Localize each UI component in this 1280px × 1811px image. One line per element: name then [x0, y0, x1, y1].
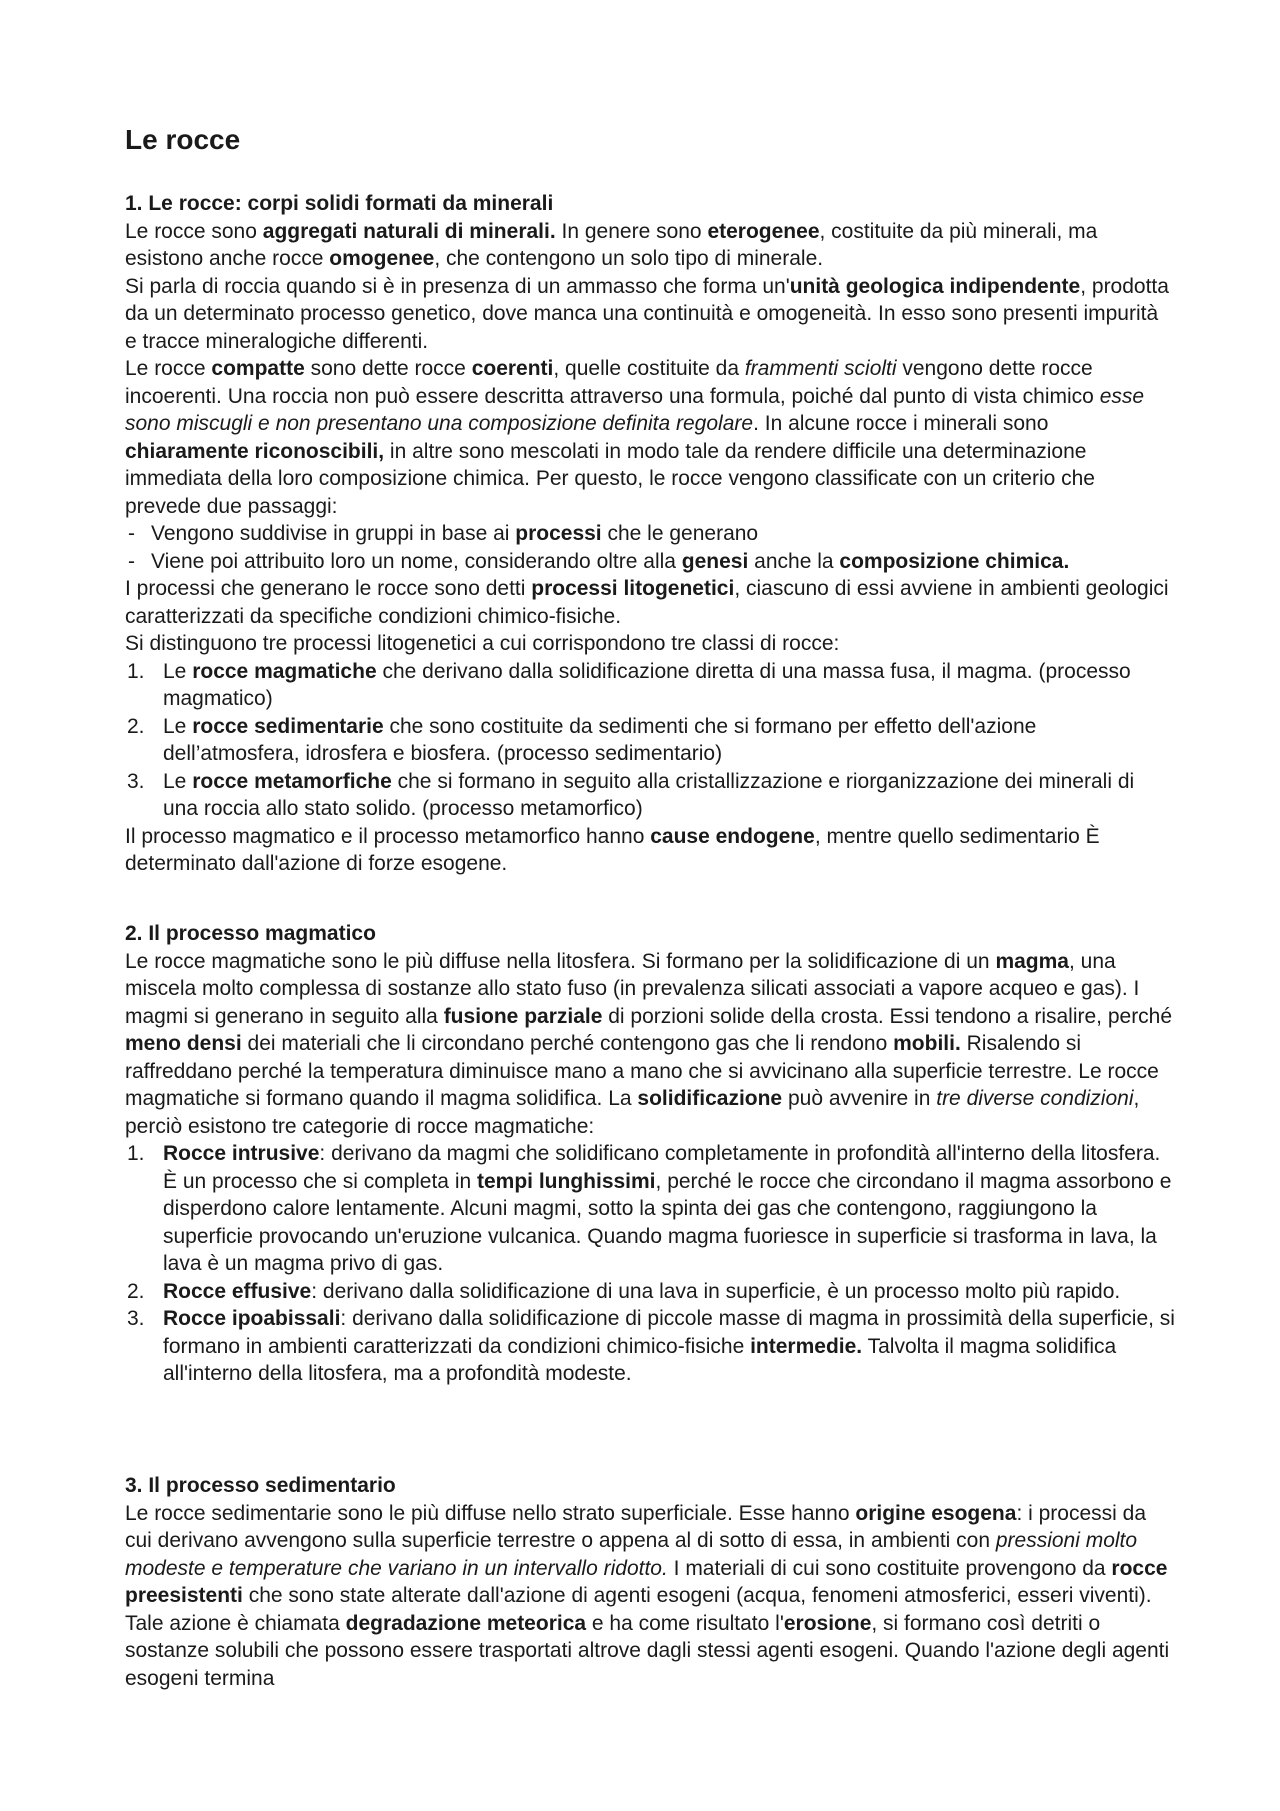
item-number: 1. [127, 1142, 145, 1165]
bold-text: eterogenee [707, 219, 820, 243]
bold-text: degradazione meteorica [345, 1611, 587, 1635]
text-run: Le rocce sedimentarie sono le più diffuse nello strato superficiale. Esse hanno [125, 1501, 856, 1525]
section-2-heading: 2. Il processo magmatico [125, 922, 376, 945]
item-number: 2. [127, 1279, 145, 1303]
text-run: I processi che generano le rocce sono detti [125, 577, 532, 600]
section-1-numbered-list [125, 658, 1175, 823]
numbered-list-item [125, 713, 1175, 768]
text-run: , ciascuno di essi avviene in ambienti geologici caratterizzati da specifiche condizioni chimico-fisiche. [125, 577, 1169, 628]
text-run: che le generano [601, 522, 759, 545]
numbered-list-item [125, 1140, 1175, 1278]
italic-text: esse sono miscugli e non presentano una composizione definita regolare [125, 384, 1145, 435]
text-run: Le [163, 714, 193, 738]
bold-text: rocce metamorfiche [192, 769, 392, 793]
section-3-heading: 3. Il processo sedimentario [125, 1474, 396, 1497]
text-run: : derivano da magmi che solidificano completamente in profondità all'interno della litosfera. È un processo che si completa in [163, 1142, 1161, 1193]
text-run: che sono costituite da sedimenti che si formano per effetto dell'azione dell’atmosfera, idrosfera e biosfera. (processo sedimentario) [163, 714, 1037, 765]
text-run: anche la [748, 549, 840, 573]
text-run: , perciò esistono tre categorie di rocce magmatiche: [125, 1087, 1140, 1138]
text-run: In genere sono [555, 219, 708, 243]
text-run: : i processi da cui derivano avvengono sulla superficie terrestre o appena al di sotto di essa, in ambienti con [125, 1501, 1146, 1552]
bold-text: omogenee [329, 247, 435, 270]
text-run: Le rocce sono [125, 219, 263, 243]
item-number: 1. [127, 659, 145, 683]
bold-text: cause endogene [650, 824, 815, 848]
text-run: I materiali di cui sono costituite provengono da [667, 1556, 1112, 1580]
text-run: Viene poi attribuito loro un nome, considerando oltre alla [151, 549, 682, 573]
text-run: Vengono suddivise in gruppi in base ai [151, 522, 516, 545]
text-run: Le [163, 659, 193, 683]
section-1-paragraph-5 [125, 630, 1175, 658]
bold-text: origine esogena [855, 1501, 1017, 1525]
dash-list-item [125, 520, 1175, 548]
bold-text: solidificazione [637, 1087, 783, 1110]
item-number: 2. [127, 714, 145, 738]
section-3 [125, 1472, 1175, 1692]
section-1 [125, 190, 1175, 878]
italic-text: pressioni molto modeste e temperature che variano in un intervallo ridotto. [125, 1529, 1138, 1580]
text-run: Si distinguono tre processi litogenetici a cui corrispondono tre classi di rocce: [125, 632, 840, 655]
bold-text: rocce sedimentarie [192, 714, 384, 738]
section-1-paragraph-6 [125, 823, 1175, 878]
item-text [163, 1280, 1120, 1303]
text-run: sono dette rocce [304, 357, 472, 380]
text-run: Risalendo si raffreddano perché la temperatura diminuisce mano a mano che si avvicinano alla superficie terrestre. Le rocce magmatiche si formano quando il magma solidifica. La [125, 1032, 1159, 1110]
text-run: Si parla di roccia quando si è in presenza di un ammasso che forma un' [125, 274, 790, 298]
bold-text: genesi [681, 549, 749, 573]
bold-text: fusione parziale [443, 1004, 603, 1028]
text-run: vengono dette rocce incoerenti. Una roccia non può essere descritta attraverso una formula, poiché dal punto di vista chimico [125, 357, 1100, 408]
bold-text: Rocce effusive [163, 1279, 312, 1303]
bold-text: tempi lunghissimi [477, 1169, 656, 1193]
numbered-list-item [125, 1305, 1175, 1388]
text-run: , perché le rocce che circondano il magma assorbono e disperdono calore lentamente. Alcuni magmi, sotto la spinta dei gas che contengono, raggiungono la superficie provocando un'eruzione vulcanica. Quando magma fuoriesce in superficie si trasforma in lava, la lava è un magma privo di gas. [163, 1169, 1172, 1275]
text-run: che si formano in seguito alla cristallizzazione e riorganizzazione dei minerali di una roccia allo stato solido. (processo metamorfico) [163, 769, 1135, 820]
dash-list-item [125, 548, 1175, 576]
bold-text: composizione chimica. [839, 549, 1070, 573]
section-1-paragraph-2 [125, 273, 1175, 356]
text-run: Il processo magmatico e il processo metamorfico hanno [125, 824, 651, 848]
bold-text: aggregati naturali di minerali. [262, 219, 556, 243]
text-run: , si formano così detriti o sostanze solubili che possono essere trasportati altrove dagli stessi agenti esogeni. Quando l'azione degli agenti esogeni termina [125, 1611, 1170, 1690]
numbered-list-item [125, 768, 1175, 823]
section-2-paragraph-1 [125, 948, 1175, 1141]
bold-text: meno densi [125, 1032, 242, 1055]
text-run: Le [163, 769, 193, 793]
section-1-dash-list [125, 520, 1175, 575]
bold-text: Rocce intrusive [163, 1142, 320, 1165]
bold-text: erosione [783, 1611, 872, 1635]
section-1-paragraph-4 [125, 575, 1175, 630]
item-text [163, 660, 1131, 711]
item-text [163, 1307, 1175, 1385]
text-run: , quelle costituite da [553, 357, 745, 380]
section-2-numbered-list [125, 1140, 1175, 1388]
bold-text: intermedie. [750, 1334, 863, 1358]
text-run: Le rocce magmatiche sono le più diffuse nella litosfera. Si formano per la solidificazione di un [125, 949, 996, 973]
numbered-list-item [125, 658, 1175, 713]
bold-text: processi litogenetici [531, 577, 735, 600]
text-run: : derivano dalla solidificazione di piccole masse di magma in prossimità della superficie, si formano in ambienti caratterizzati da condizioni chimico-fisiche [163, 1307, 1175, 1358]
bold-text: Rocce ipoabissali [163, 1307, 341, 1330]
bold-text: chiaramente riconoscibili, [125, 439, 385, 463]
section-1-heading: 1. Le rocce: corpi solidi formati da minerali [125, 192, 554, 215]
item-text [163, 770, 1134, 821]
item-text [163, 715, 1036, 766]
section-3-paragraph-1 [125, 1500, 1175, 1693]
item-number: 3. [127, 1307, 145, 1330]
text-run: di porzioni solide della crosta. Essi tendono a risalire, perché [602, 1004, 1173, 1028]
bold-text: unità geologica indipendente [789, 274, 1081, 298]
bold-text: compatte [211, 357, 305, 380]
document-title: Le rocce [125, 124, 241, 155]
text-run: dei materiali che li circondano perché contengono gas che li rendono [241, 1032, 894, 1055]
text-run: che sono state alterate dall'azione di agenti esogeni (acqua, fenomeni atmosferici, esseri viventi). Tale azione è chiamata [125, 1584, 1152, 1635]
text-run: che derivano dalla solidificazione diretta di una massa fusa, il magma. (processo magmatico) [163, 659, 1131, 710]
bold-text: processi [515, 522, 602, 545]
item-text [163, 1142, 1171, 1275]
text-run: , una miscela molto complessa di sostanze allo stato fuso (in prevalenza silicati associati a vapore acqueo e gas). I magmi si generano in seguito alla [125, 949, 1140, 1028]
text-run: in altre sono mescolati in modo tale da rendere difficile una determinazione immediata della loro composizione chimica. Per questo, le rocce vengono classificate con un criterio che prevede due passaggi: [125, 439, 1095, 518]
text-run: , prodotta da un determinato processo genetico, dove manca una continuità e omogeneità. In esso sono presenti impurità e tracce mineralogiche differenti. [125, 274, 1169, 353]
italic-text: frammenti sciolti [744, 357, 897, 380]
bold-text: rocce preesistenti [125, 1556, 1168, 1607]
bold-text: magma [995, 949, 1069, 973]
bold-text: coerenti [471, 357, 554, 380]
italic-text: tre diverse condizioni [936, 1087, 1134, 1110]
text-run: Talvolta il magma solidifica all'interno della litosfera, ma a profondità modeste. [163, 1334, 1117, 1385]
text-run: Le rocce [125, 357, 212, 380]
numbered-list-item [125, 1278, 1175, 1306]
text-run: e ha come risultato l' [586, 1611, 784, 1635]
text-run: . In alcune rocce i minerali sono [753, 412, 1049, 435]
text-run: , mentre quello sedimentario È determinato dall'azione di forze esogene. [125, 824, 1100, 875]
text-run: , costituite da più minerali, ma esistono anche rocce [125, 219, 1098, 270]
section-2 [125, 920, 1175, 1388]
section-1-paragraph-3 [125, 355, 1175, 520]
text-run: , che contengono un solo tipo di minerale. [434, 247, 824, 270]
item-number: 3. [127, 769, 145, 793]
bold-text: rocce magmatiche [192, 659, 377, 683]
bold-text: mobili. [893, 1032, 961, 1055]
section-1-paragraph-1 [125, 218, 1175, 273]
text-run: può avvenire in [782, 1087, 937, 1110]
text-run: : derivano dalla solidificazione di una lava in superficie, è un processo molto più rapido. [311, 1279, 1121, 1303]
